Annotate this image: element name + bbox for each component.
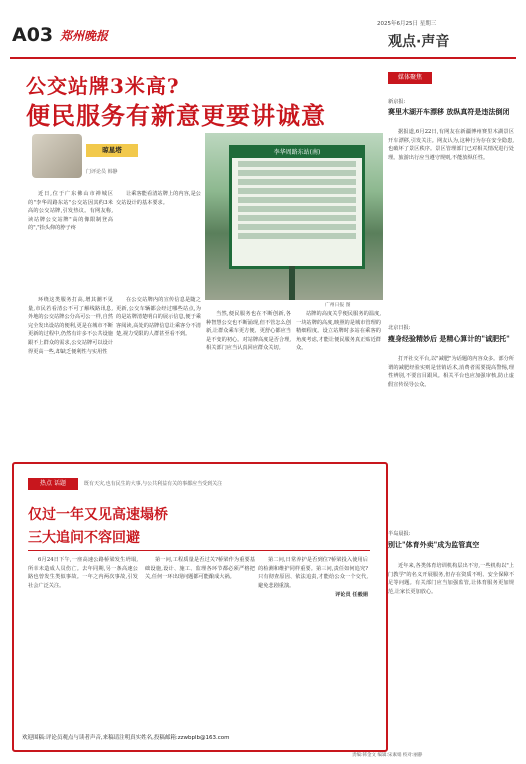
sidebar-item-body: 近年来,各类体育培训机构层出不穷,一些机构以"上门教学"的名义开展服务,但存在资质不明、安全保障不足等问题。有关部门应当加强监管,让体育服务更加规范,让家长更加放心。 bbox=[388, 563, 514, 595]
paragraph: 第二问,日常养护是否到位?桥梁投入使用后的检测和维护同样重要。第三问,责任如何追究?只有彻查原因、依法追责,才能给公众一个交代,避免悲剧重演。 bbox=[258, 557, 368, 589]
article-column-5 bbox=[206, 310, 291, 354]
photo-credit: 广州日报 图 bbox=[325, 303, 351, 308]
paragraph: 在公交站牌内的宣传信息是随之更新,公交车辆都会经过哪些站点,为的是站牌清楚明白的展示信息,便于乘客阅读,高处的站牌信息让乘客分不清楚,视力受限的人群甚至看不到。 bbox=[116, 297, 201, 338]
hot-topic-author: 评论员 任毅娟 bbox=[335, 592, 368, 599]
byline: 门评论员 韩静 bbox=[86, 169, 118, 175]
sidebar-source: 半岛晨报: bbox=[388, 531, 411, 537]
sidebar-item-body: 据报道,6月22日,有网友在新疆博州赛里木湖景区开车漂移,引发关注。网友认为,这种行为存在安全隐患,也破坏了景区秩序。景区管理部门已对相关情况进行处理。旅游出行应当遵守规则,不能放纵任性。 bbox=[388, 129, 514, 161]
media-focus-sidebar bbox=[388, 72, 518, 752]
article-column-3 bbox=[28, 296, 113, 357]
section-title: 观点·声音 bbox=[388, 34, 450, 50]
sidebar-source: 新京报: bbox=[388, 99, 406, 105]
bus-sign-pole bbox=[289, 266, 295, 300]
article-column-6 bbox=[296, 310, 381, 354]
paragraph: 第一问,工程质量是否过关?桥梁作为重要基础设施,设计、施工、监理各环节都必须严格把关,任何一环出现问题都可能酿成大祸。 bbox=[145, 557, 255, 581]
hot-topic-column-3 bbox=[258, 556, 368, 601]
article-column-4 bbox=[116, 296, 201, 340]
bus-sign-header: 李华周路东站(南) bbox=[232, 148, 362, 158]
masthead bbox=[0, 0, 526, 58]
sidebar-item-title: 赛里木湖开车漂移 放纵真符是违法倒闭 bbox=[388, 107, 510, 116]
issue-date: 2025年6月25日 星期三 bbox=[377, 21, 437, 27]
bus-sign bbox=[229, 145, 365, 269]
article-column-1 bbox=[28, 190, 113, 234]
newspaper-logo: 郑州晚报 bbox=[60, 29, 109, 43]
paragraph: 当然,便民服务也在不断创新,各种智慧公交也不断涌现,但不管怎么创新,让群众乘车更方便、更舒心都应当是不变的初心。对站牌高度是否合理,相关部门应当认真回应群众关切。 bbox=[206, 311, 291, 352]
article-headline: 公交站牌3米高? bbox=[26, 74, 180, 98]
column-badge: 晾星塔 bbox=[86, 144, 138, 157]
page-number: A03 bbox=[12, 24, 54, 46]
article-column-2 bbox=[116, 190, 201, 208]
sidebar-source: 北京日报: bbox=[388, 325, 411, 331]
masthead-rule bbox=[10, 57, 516, 59]
sidebar-item-body: 打开社交平台,以"减肥"为话题的内容众多。部分所谓的减肥经验实则是营销话术,消费者需要提高警惕,理性辨别,不要盲目跟风。相关平台也应加强审核,防止虚假宣传误导公众。 bbox=[388, 356, 514, 388]
sidebar-tag: 媒体聚焦 bbox=[388, 72, 432, 84]
hot-topic-column-2 bbox=[145, 556, 255, 583]
bus-stop-photo bbox=[205, 133, 383, 300]
sidebar-item-title: 瘦身经验精妙后 是精心算计的"诚肥托" bbox=[388, 334, 510, 343]
page-credits: 责编:韩金文 编辑:宋素娟 校对:丽静 bbox=[352, 753, 423, 758]
hot-topic-rule bbox=[28, 550, 370, 551]
paragraph: 让乘客能看清站牌上的内容,是公交站设计的基本要求。 bbox=[116, 191, 201, 206]
paragraph: 站牌的高度关乎便民服务的温度,一块站牌的高度,映照的是城市管理的精细程度。设立站牌时多站在乘客的角度考虑,才能让便民服务真正贴近群众。 bbox=[296, 311, 381, 352]
article-subheadline: 便民服务有新意更要讲诚意 bbox=[26, 101, 326, 130]
hot-topic-subheadline: 三大追问不容回避 bbox=[28, 530, 140, 546]
sidebar-item-title: 别让"体育外卖"成为监管真空 bbox=[388, 540, 480, 549]
author-avatar bbox=[32, 134, 82, 178]
hot-topic-headline: 仅过一年又见高速塌桥 bbox=[28, 507, 168, 523]
submission-note: 欢迎围稿:评论员观点与读者声音,来稿请注明真实姓名,投稿邮箱:zzwbplb@163.com bbox=[22, 735, 230, 741]
hot-topic-lead: 既有天灾,也有民生的大事,与公共利益有关的事都应当受到关注 bbox=[84, 481, 223, 487]
hot-topic-tag: 热点 话题 bbox=[28, 478, 78, 490]
paragraph: 6月24日下午,一座高速公路桥梁发生坍塌,所幸未造成人员伤亡。去年同期,另一条高速公路也曾发生类似事故。一年之内两次事故,引发社会广泛关注。 bbox=[28, 557, 138, 589]
hot-topic-column-1 bbox=[28, 556, 138, 591]
paragraph: 环绕这类服务打高,增其潮不见量,市民若看清公不可了解线路讯息,外地的公交站牌公分高可公一样,自然完全发出设站的便利,更是在城市不断更新的过程中,仍然有许多不公共设施跟不上群众的需求,公交站牌可以设计得更高一些,却缺乏便利性与实用性 bbox=[28, 297, 113, 355]
paragraph: 近日,位于广东佛山市禅城区的"李华周路东站"公交站因其约3米高的公交站牌,引发热议。有网友称,读站牌公交站牌"高的像限制登高的","抬头仰的脖子疼 bbox=[28, 191, 113, 232]
